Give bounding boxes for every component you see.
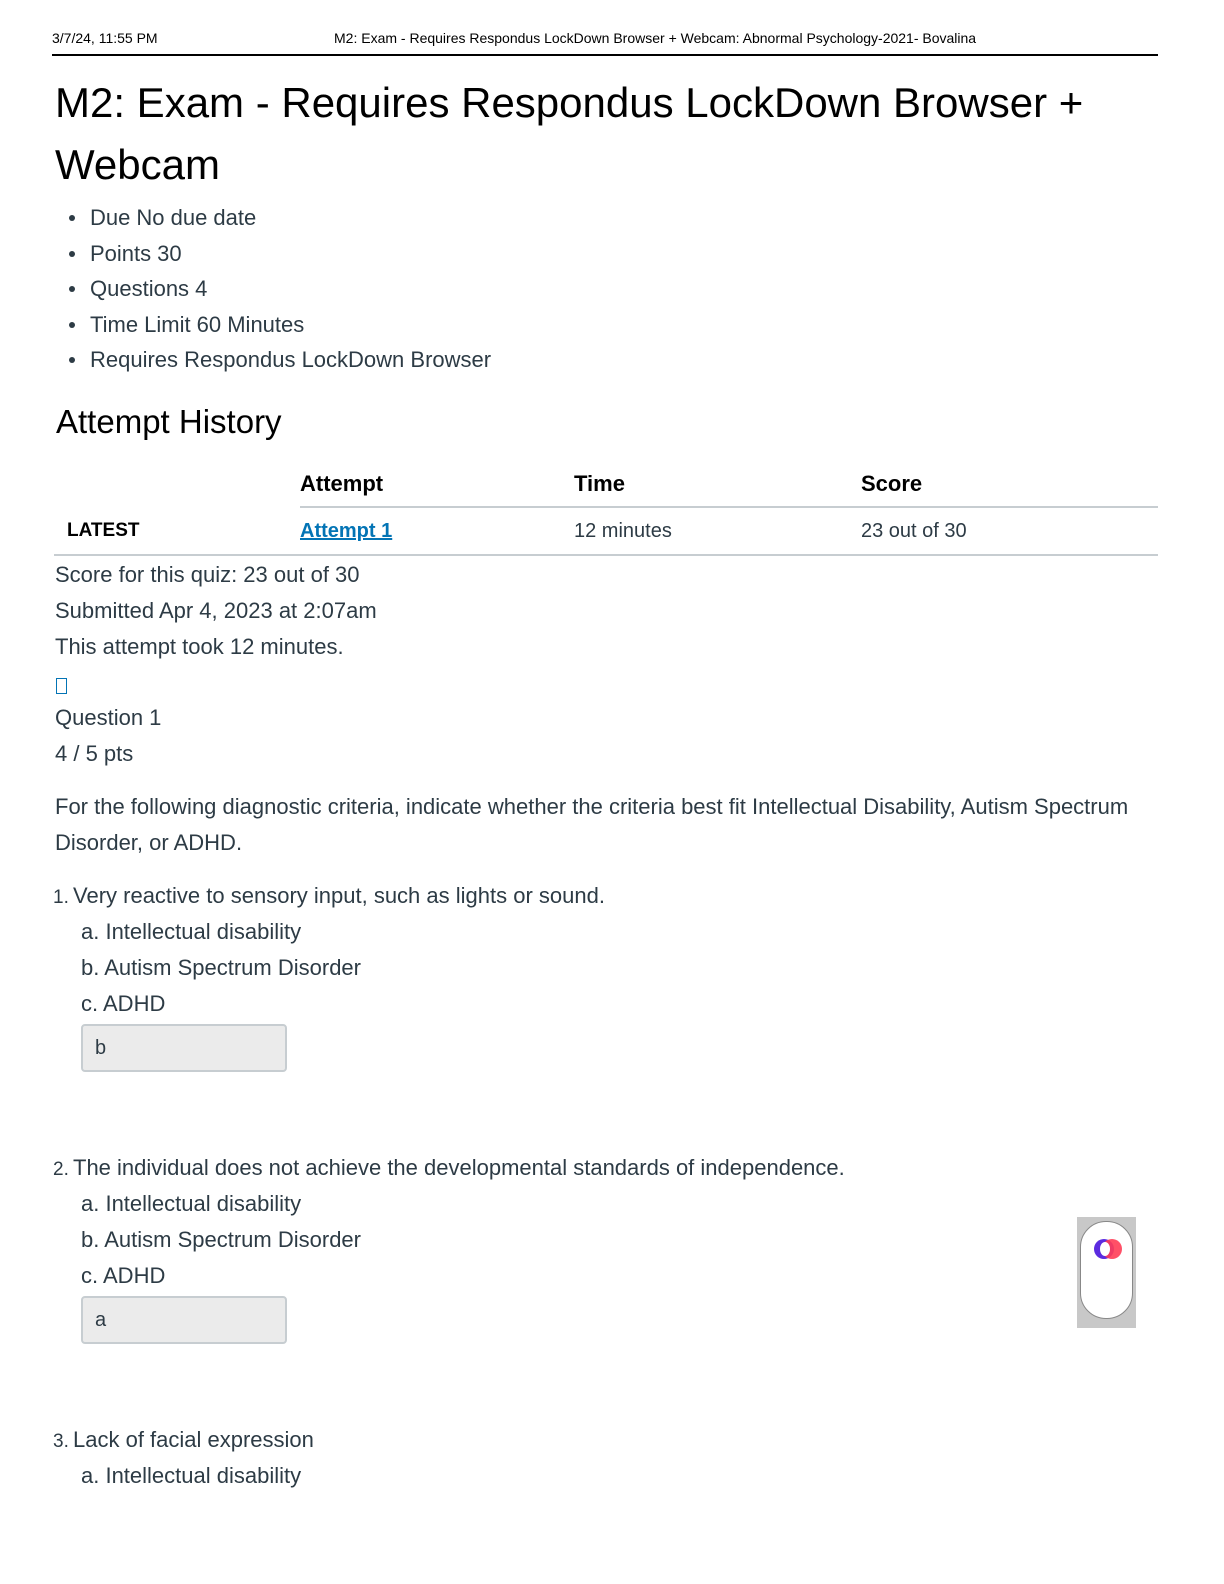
detail-value: 30 — [157, 240, 182, 266]
option: c. ADHD — [81, 991, 166, 1016]
quiz-details — [55, 200, 497, 378]
option: a. Intellectual disability — [81, 1191, 302, 1216]
detail-questions — [55, 271, 497, 307]
detail-time-limit — [55, 307, 497, 343]
detail-points — [55, 236, 497, 272]
latest-tag: LATEST — [54, 507, 300, 555]
option: b. Autism Spectrum Disorder — [81, 955, 361, 980]
question-item-3 — [53, 1422, 314, 1494]
attempt-history-table — [54, 462, 1158, 556]
score-cell: 23 out of 30 — [861, 507, 1158, 555]
answer-field: b — [81, 1024, 287, 1072]
detail-value: 60 Minutes — [196, 311, 305, 337]
detail-label: Time Limit — [90, 311, 191, 337]
assistant-widget[interactable] — [1077, 1217, 1136, 1328]
option: a. Intellectual disability — [81, 919, 302, 944]
question-header — [55, 700, 161, 772]
attempt-link[interactable]: Attempt 1 — [300, 519, 393, 542]
table-header-row — [54, 462, 1158, 507]
detail-label: Due — [90, 205, 131, 230]
attempt-cell — [300, 507, 574, 555]
detail-label: Requires Respondus LockDown Browser — [90, 347, 492, 373]
header-attempt: Attempt — [300, 462, 574, 507]
answer-field: a — [81, 1296, 287, 1344]
attempt-history-heading: Attempt History — [56, 403, 282, 440]
assistant-logo-icon — [1094, 1239, 1122, 1259]
item-text: Lack of facial expression — [73, 1427, 314, 1452]
flag-question-icon[interactable] — [56, 678, 67, 694]
item-stem — [53, 1422, 314, 1458]
print-date: 3/7/24, 11:55 PM — [52, 30, 158, 46]
question-item-2 — [53, 1150, 845, 1344]
item-text: The individual does not achieve the developmental standards of independence. — [73, 1155, 845, 1180]
print-doc-title: M2: Exam - Requires Respondus LockDown Browser + Webcam: Abnormal Psychology-2021- Bovalina — [334, 30, 977, 46]
header-blank — [54, 462, 300, 507]
print-header — [52, 28, 1158, 56]
detail-due — [55, 200, 497, 236]
page-title: M2: Exam - Requires Respondus LockDown Browser + Webcam — [55, 79, 1084, 188]
question-title: Question 1 — [55, 705, 162, 730]
attempt-duration: This attempt took 12 minutes. — [55, 634, 344, 659]
detail-value: 4 — [195, 276, 208, 302]
attempt-summary — [55, 557, 377, 665]
item-number: 2. — [53, 1159, 69, 1180]
item-stem — [53, 1150, 845, 1186]
header-score: Score — [861, 462, 1158, 507]
detail-lockdown — [55, 342, 497, 378]
option: b. Autism Spectrum Disorder — [81, 1227, 361, 1252]
option: c. ADHD — [81, 1263, 166, 1288]
question-item-1 — [53, 878, 605, 1072]
detail-label: Questions — [90, 276, 190, 302]
time-cell: 12 minutes — [574, 507, 861, 555]
quiz-score: Score for this quiz: 23 out of 30 — [55, 562, 360, 587]
detail-label: Points — [90, 240, 152, 266]
table-row — [54, 507, 1158, 555]
item-stem — [53, 878, 605, 914]
question-prompt: For the following diagnostic criteria, indicate whether the criteria best fit Intellectual Disability, Autism Spectrum Disorder, or ADHD. — [55, 794, 1129, 855]
item-number: 1. — [53, 887, 69, 908]
header-time: Time — [574, 462, 861, 507]
submitted-time: Submitted Apr 4, 2023 at 2:07am — [55, 598, 377, 623]
assistant-widget-pill[interactable] — [1080, 1221, 1133, 1319]
detail-value: No due date — [136, 205, 257, 230]
option: a. Intellectual disability — [81, 1463, 302, 1488]
question-points: 4 / 5 pts — [55, 741, 134, 766]
item-text: Very reactive to sensory input, such as lights or sound. — [73, 883, 605, 908]
item-number: 3. — [53, 1431, 69, 1452]
